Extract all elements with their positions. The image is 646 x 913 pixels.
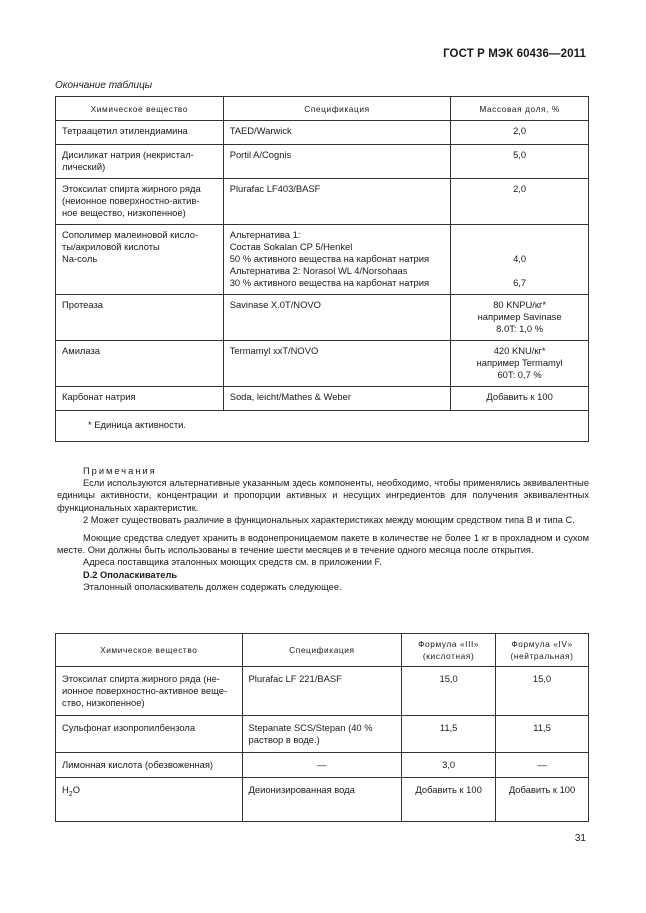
formula-subscript: 2 (68, 790, 73, 798)
share-cell: 80 KNPU/кг* например Savinase 8.0T: 1,0 % (451, 295, 589, 341)
spec-cell: Portil A/Cognis (223, 145, 451, 179)
substance-cell: Сополимер малеиновой кисло- ты/акриловой кислоты Na-соль (56, 225, 224, 295)
footnote: * Единица активности. (56, 411, 589, 442)
substance-cell: Сульфонат изопропилбензола (56, 716, 243, 753)
table-row (56, 716, 589, 753)
table-row (56, 225, 589, 295)
column-header: Формула «IV» (нейтральная) (496, 634, 589, 667)
section-heading: D.2 Ополаскиватель (83, 569, 178, 580)
spec-cell: Soda, leicht/Mathes & Weber (223, 387, 451, 411)
page-number: 31 (574, 833, 586, 844)
formula-iv-cell: — (496, 753, 589, 778)
table-row (56, 387, 589, 411)
table-row (56, 179, 589, 225)
share-cell: 5,0 (451, 145, 589, 179)
storage-paragraph: Моющие средства следует хранить в водонепроницаемом пакете в количестве не более 1 кг в прохладном и сухом месте. Они должны быть использованы в течение шести месяцев и в течение одного месяца после открытия. (57, 533, 589, 556)
formula-h: H (62, 784, 69, 795)
column-header: Спецификация (242, 634, 402, 667)
table-caption: Окончание таблицы (55, 80, 153, 91)
table-row (56, 145, 589, 179)
spec-cell: Plurafac LF403/BASF (223, 179, 451, 225)
notes-title: Примечания (83, 466, 157, 476)
formula-iii-cell: Добавить к 100 (402, 778, 496, 822)
substance-cell: Этоксилат спирта жирного ряда (неионное поверхностно-актив- ное вещество, низкопенное) (56, 179, 224, 225)
formula-iv-cell: 11,5 (496, 716, 589, 753)
substance-cell: Амилаза (56, 341, 224, 387)
table-row (56, 753, 589, 778)
formula-o: O (72, 784, 80, 795)
substance-cell: Лимонная кислота (обезвоженная) (56, 753, 243, 778)
formula-iii-cell: 11,5 (402, 716, 496, 753)
footnote-row (56, 411, 589, 442)
share-cell: 420 KNU/кг* например Termamyl 60T: 0,7 % (451, 341, 589, 387)
spec-cell: TAED/Warwick (223, 121, 451, 145)
share-cell: 4,0 6,7 (451, 225, 589, 295)
formula-iii-cell: 15,0 (402, 667, 496, 716)
substance-cell: Тетраацетил этилендиамина (56, 121, 224, 145)
formula-iv-cell: Добавить к 100 (496, 778, 589, 822)
formula-iii-cell: 3,0 (402, 753, 496, 778)
section-intro: Эталонный ополаскиватель должен содержать следующее. (83, 581, 342, 592)
column-header: Спецификация (223, 97, 451, 121)
note-2: 2 Может существовать различие в функциональных характеристиках между моющим средством типа В и типа С. (83, 514, 575, 525)
table-row (56, 778, 589, 822)
notes-block (57, 465, 589, 593)
table-row (56, 667, 589, 716)
spec-cell: Savinase X.0T/NOVO (223, 295, 451, 341)
substance-cell: Карбонат натрия (56, 387, 224, 411)
column-header: Химическое вещество (56, 97, 224, 121)
note-1: Если используются альтернативные указанным здесь компоненты, необходимо, чтобы применялись эквивалентные единицы активности, концентрации и пропорции активных и несущих ингредиентов для получения эквивалентных функциональных характеристик. (57, 478, 589, 513)
column-header: Массовая доля, % (451, 97, 589, 121)
document-id: ГОСТ Р МЭК 60436—2011 (443, 48, 586, 60)
spec-cell: Termamyl xxT/NOVO (223, 341, 451, 387)
spec-cell: Stepanate SCS/Stepan (40 % раствор в воде.) (242, 716, 402, 753)
share-cell: Добавить к 100 (451, 387, 589, 411)
substance-cell: Дисиликат натрия (некристал- лический) (56, 145, 224, 179)
spec-cell: Plurafac LF 221/BASF (242, 667, 402, 716)
spec-cell: Деионизированная вода (242, 778, 402, 822)
formula-iv-cell: 15,0 (496, 667, 589, 716)
spec-cell: Альтернатива 1: Состав Sokalan CP 5/Henkel 50 % активного вещества на карбонат натрия Альтернатива 2: Norasol WL 4/Norsohaas 30 % активного вещества на карбонат натрия (223, 225, 451, 295)
share-cell: 2,0 (451, 179, 589, 225)
table-row (56, 121, 589, 145)
rinse-aid-table (55, 633, 589, 822)
substance-cell (56, 778, 243, 822)
table-row (56, 295, 589, 341)
column-header: Формула «III» (кислотная) (402, 634, 496, 667)
table-header-row (56, 97, 589, 121)
table-row (56, 341, 589, 387)
substance-cell: Протеаза (56, 295, 224, 341)
composition-table (55, 96, 589, 442)
column-header: Химическое вещество (56, 634, 243, 667)
share-cell: 2,0 (451, 121, 589, 145)
addresses-paragraph: Адреса поставщика эталонных моющих средств см. в приложении F. (83, 557, 382, 568)
substance-cell: Этоксилат спирта жирного ряда (не- ионное поверхностно-активное веще- ство, низкопенное) (56, 667, 243, 716)
spec-cell: — (242, 753, 402, 778)
table-header-row (56, 634, 589, 667)
